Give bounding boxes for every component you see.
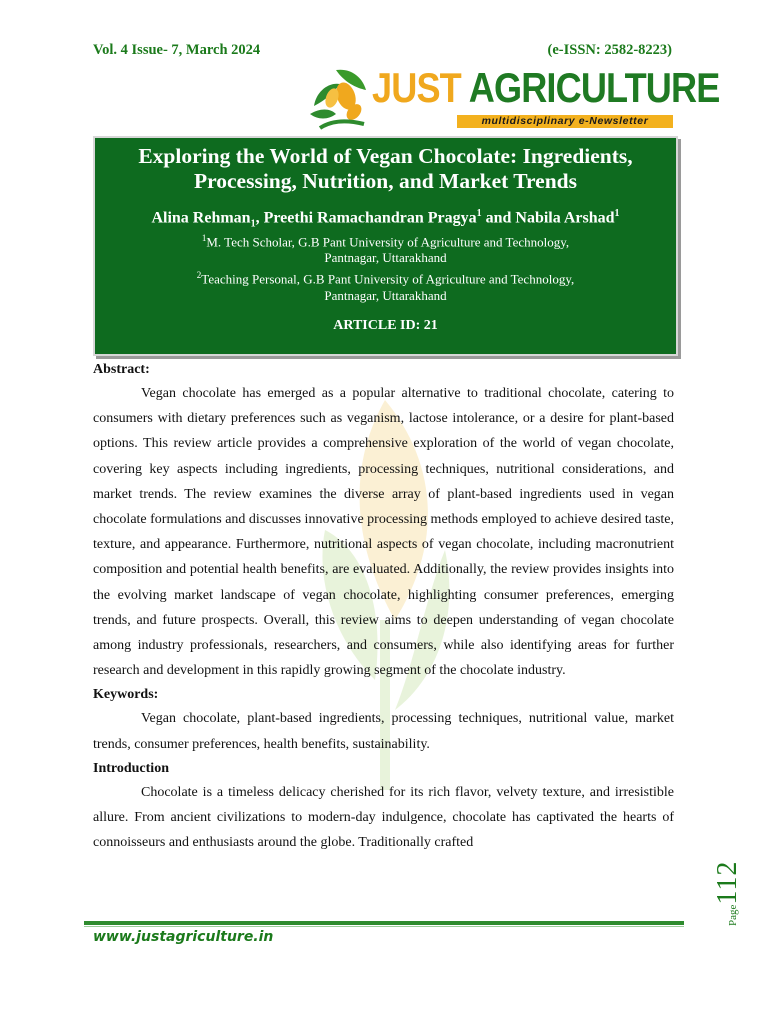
abstract-heading: Abstract: — [93, 362, 150, 377]
page-number — [712, 826, 742, 926]
keywords-paragraph: Vegan chocolate, plant-based ingredients, processing techniques, nutritional value, market trends, consumer preferences, health benefits, sustainability. — [93, 711, 674, 752]
title-banner — [93, 136, 678, 356]
author-2-sup: 1 — [476, 208, 482, 219]
just-agriculture-logo — [306, 62, 720, 134]
footer-rule — [84, 921, 684, 925]
issn: (e-ISSN: 2582-8223) — [547, 42, 672, 58]
introduction-heading: Introduction — [93, 760, 169, 776]
affiliation-1-line2: Pantnagar, Uttarakhand — [324, 250, 447, 266]
article-title: Exploring the World of Vegan Chocolate: Ingredients, Processing, Nutrition, and Market Trends — [138, 144, 633, 193]
page-number-value: 112 — [712, 860, 743, 905]
author-3: and Nabila Arshad — [481, 209, 615, 227]
affiliation-2 — [95, 267, 676, 304]
author-3-sup: 1 — [614, 208, 620, 219]
affiliation-1 — [95, 230, 676, 267]
volume-issue: Vol. 4 Issue- 7, March 2024 — [93, 42, 261, 58]
article-body — [93, 358, 674, 855]
author-list — [95, 208, 676, 230]
affiliation-1-sup: 1 — [201, 232, 207, 243]
abstract-paragraph: Vegan chocolate has emerged as a popular alternative to traditional chocolate, catering to consumers with dietary preferences such as veganism, lactose intolerance, or a desire for plant-based options. This review article provides a comprehensive exploration of the world of vegan chocolate, covering key aspects including ingredients, processing techniques, nutritional considerations, and market trends. The review examines the diverse array of plant-based ingredients used in vegan chocolate formulations and discusses innovative processing methods employed to achieve desired taste, texture, and appearance. Furthermore, nutritional aspects of vegan chocolate, including macronutrient composition and potential health benefits, are evaluated. Additionally, the review provides insights into the evolving market landscape of vegan chocolate, highlighting consumer preferences, emerging trends, and future prospects. Overall, this review aims to deepen understanding of vegan chocolate among industry professionals, researchers, and consumers, while also identifying areas for further research and development in this rapidly growing segment of the chocolate industry. — [93, 386, 674, 679]
affiliation-2-line1: Teaching Personal, G.B Pant University of Agriculture and Technology, — [201, 271, 575, 287]
logo-word-agriculture: AGRICULTURE — [468, 64, 720, 111]
introduction-paragraph: Chocolate is a timeless delicacy cherished for its rich flavor, velvety texture, and irresistible allure. From ancient civilizations to modern-day indulgence, chocolate has captivated the hearts of connoisseurs and enthusiasts around the globe. Traditionally crafted — [93, 784, 674, 851]
logo-wordmark — [372, 66, 719, 110]
keywords-heading: Keywords: — [93, 687, 159, 703]
affiliation-2-line2: Pantnagar, Uttarakhand — [324, 287, 447, 303]
article-id: ARTICLE ID: 21 — [333, 318, 438, 334]
leaf-emblem-icon — [306, 62, 376, 134]
logo-tagline: multidisciplinary e-Newsletter — [457, 115, 673, 128]
author-2: , Preethi Ramachandran Pragya — [255, 209, 477, 227]
affiliation-1-line1: M. Tech Scholar, G.B Pant University of Agriculture and Technology, — [206, 233, 570, 249]
logo-word-just: JUST — [372, 64, 461, 111]
author-1-sub: 1 — [250, 218, 256, 230]
affiliation-2-sup: 2 — [196, 269, 202, 280]
footer-rule-thin — [84, 926, 684, 927]
page-label: Page — [727, 904, 739, 926]
author-1: Alina Rehman — [151, 209, 251, 227]
footer-website-link[interactable]: www.justagriculture.in — [93, 929, 274, 945]
